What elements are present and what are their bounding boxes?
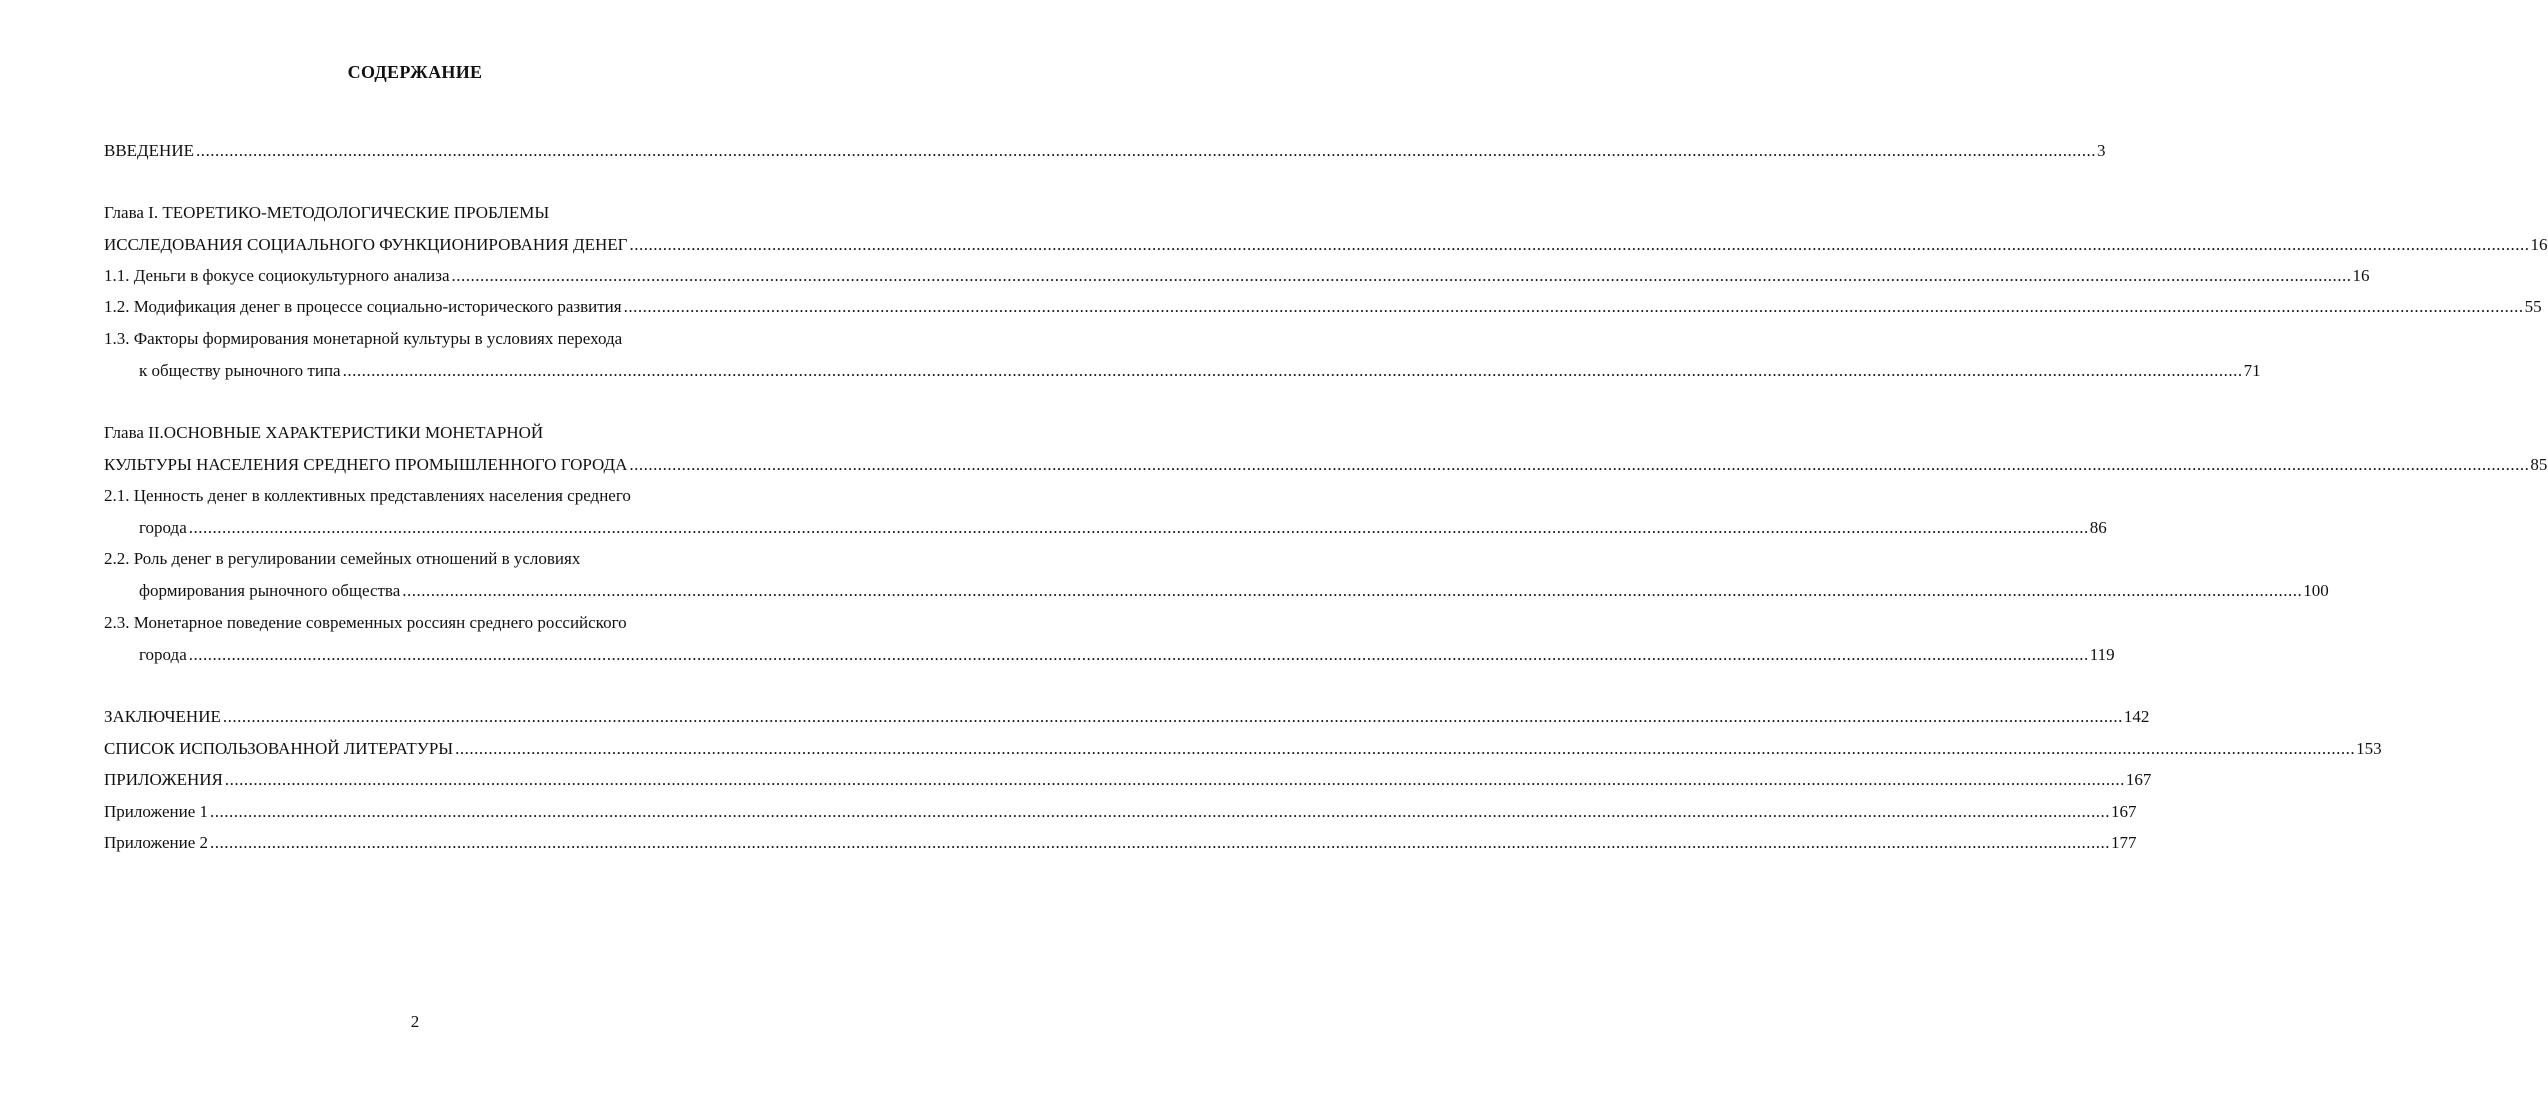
toc-entry-page: 142 (2123, 707, 2150, 726)
toc-entry-text: Приложение 1 (104, 802, 208, 821)
page-title: СОДЕРЖАНИЕ (347, 62, 483, 82)
toc-chapter-2-heading: Глава II.ОСНОВНЫЕ ХАРАКТЕРИСТИКИ МОНЕТАРНОЙ (104, 423, 544, 442)
toc-entry-page: 85 (2530, 455, 2548, 474)
dot-leader: ................................................................................................................................................................................................................................................................................................................................................................................................................ (188, 518, 2089, 537)
toc-entry-intro (104, 136, 2106, 166)
dot-leader: ................................................................................................................................................................................................................................................................................................................................................................................................................ (455, 739, 2356, 758)
toc-entry-text: Приложение 2 (104, 833, 208, 852)
toc-entry-2-3 (139, 640, 2115, 670)
toc-entry-page: 3 (2096, 141, 2106, 160)
toc-entry-page: 16 (2530, 235, 2548, 254)
toc-entry-page: 119 (2089, 645, 2115, 664)
toc-entry-text: ПРИЛОЖЕНИЯ (104, 770, 223, 789)
toc-entry-conclusion (104, 702, 2150, 732)
toc-entry-appendix-1 (104, 797, 2137, 827)
dot-leader: ................................................................................................................................................................................................................................................................................................................................................................................................................ (623, 297, 2524, 316)
dot-leader: ................................................................................................................................................................................................................................................................................................................................................................................................................ (222, 707, 2123, 726)
toc-entry-page: 86 (2089, 518, 2107, 537)
toc-entry-appendix-2 (104, 828, 2137, 858)
toc-entry-page: 55 (2524, 297, 2542, 316)
toc-entry-text: формирования рыночного общества (139, 581, 401, 600)
dot-leader: ................................................................................................................................................................................................................................................................................................................................................................................................................ (210, 833, 2110, 852)
toc-entry-text: КУЛЬТУРЫ НАСЕЛЕНИЯ СРЕДНЕГО ПРОМЫШЛЕННОГО ГОРОДА (104, 455, 628, 474)
toc-entry-references (104, 734, 2382, 764)
toc-entry-text: к обществу рыночного типа (139, 361, 341, 380)
toc-entry-text: 1.2. Модификация денег в процессе социально-исторического развития (104, 297, 622, 316)
toc-entry-text: города (139, 518, 187, 537)
toc-entry-2-1 (139, 513, 2107, 543)
toc-entry-1-3 (139, 356, 2261, 386)
toc-entry-2-2-heading: 2.2. Роль денег в регулировании семейных отношений в условиях (104, 549, 581, 568)
dot-leader: ................................................................................................................................................................................................................................................................................................................................................................................................................ (342, 361, 2243, 380)
toc-entry-page: 167 (2111, 802, 2137, 821)
dot-leader: ................................................................................................................................................................................................................................................................................................................................................................................................................ (629, 455, 2530, 474)
dot-leader: ................................................................................................................................................................................................................................................................................................................................................................................................................ (629, 235, 2530, 254)
toc-entry-page: 16 (2352, 266, 2370, 285)
toc-entry-2-3-heading: 2.3. Монетарное поведение современных россиян среднего российского (104, 613, 627, 632)
toc-entry-page: 71 (2243, 361, 2261, 380)
toc-entry-2-2 (139, 576, 2329, 606)
toc-entry-text: ИССЛЕДОВАНИЯ СОЦИАЛЬНОГО ФУНКЦИОНИРОВАНИЯ ДЕНЕГ (104, 235, 628, 254)
toc-entry-appendices (104, 765, 2152, 795)
toc-entry-2-1-heading: 2.1. Ценность денег в коллективных представлениях населения среднего (104, 486, 631, 505)
toc-entry-chapter-2 (104, 450, 2548, 480)
dot-leader: ................................................................................................................................................................................................................................................................................................................................................................................................................ (210, 802, 2110, 821)
toc-entry-text: ВВЕДЕНИЕ (104, 141, 194, 160)
toc-entry-text: ЗАКЛЮЧЕНИЕ (104, 707, 221, 726)
toc-entry-text: СПИСОК ИСПОЛЬЗОВАННОЙ ЛИТЕРАТУРЫ (104, 739, 454, 758)
dot-leader: ................................................................................................................................................................................................................................................................................................................................................................................................................ (451, 266, 2352, 285)
toc-entry-text: города (139, 645, 187, 664)
toc-entry-text: 1.1. Деньги в фокусе социокультурного анализа (104, 266, 450, 285)
toc-entry-1-2 (104, 292, 2542, 322)
dot-leader: ................................................................................................................................................................................................................................................................................................................................................................................................................ (224, 770, 2125, 789)
dot-leader: ................................................................................................................................................................................................................................................................................................................................................................................................................ (188, 645, 2089, 664)
toc-entry-page: 153 (2356, 739, 2382, 758)
toc-entry-page: 100 (2303, 581, 2329, 600)
dot-leader: ................................................................................................................................................................................................................................................................................................................................................................................................................ (402, 581, 2303, 600)
toc-entry-chapter-1 (104, 230, 2548, 260)
toc-entry-page: 177 (2111, 833, 2137, 852)
toc-entry-page: 167 (2125, 770, 2152, 789)
toc-entry-1-3-heading: 1.3. Факторы формирования монетарной культуры в условиях перехода (104, 329, 623, 348)
dot-leader: ................................................................................................................................................................................................................................................................................................................................................................................................................ (195, 141, 2096, 160)
page-number: 2 (410, 1012, 420, 1031)
toc-entry-1-1 (104, 261, 2370, 291)
toc-chapter-1-heading: Глава I. ТЕОРЕТИКО-МЕТОДОЛОГИЧЕСКИЕ ПРОБЛЕМЫ (104, 203, 550, 222)
